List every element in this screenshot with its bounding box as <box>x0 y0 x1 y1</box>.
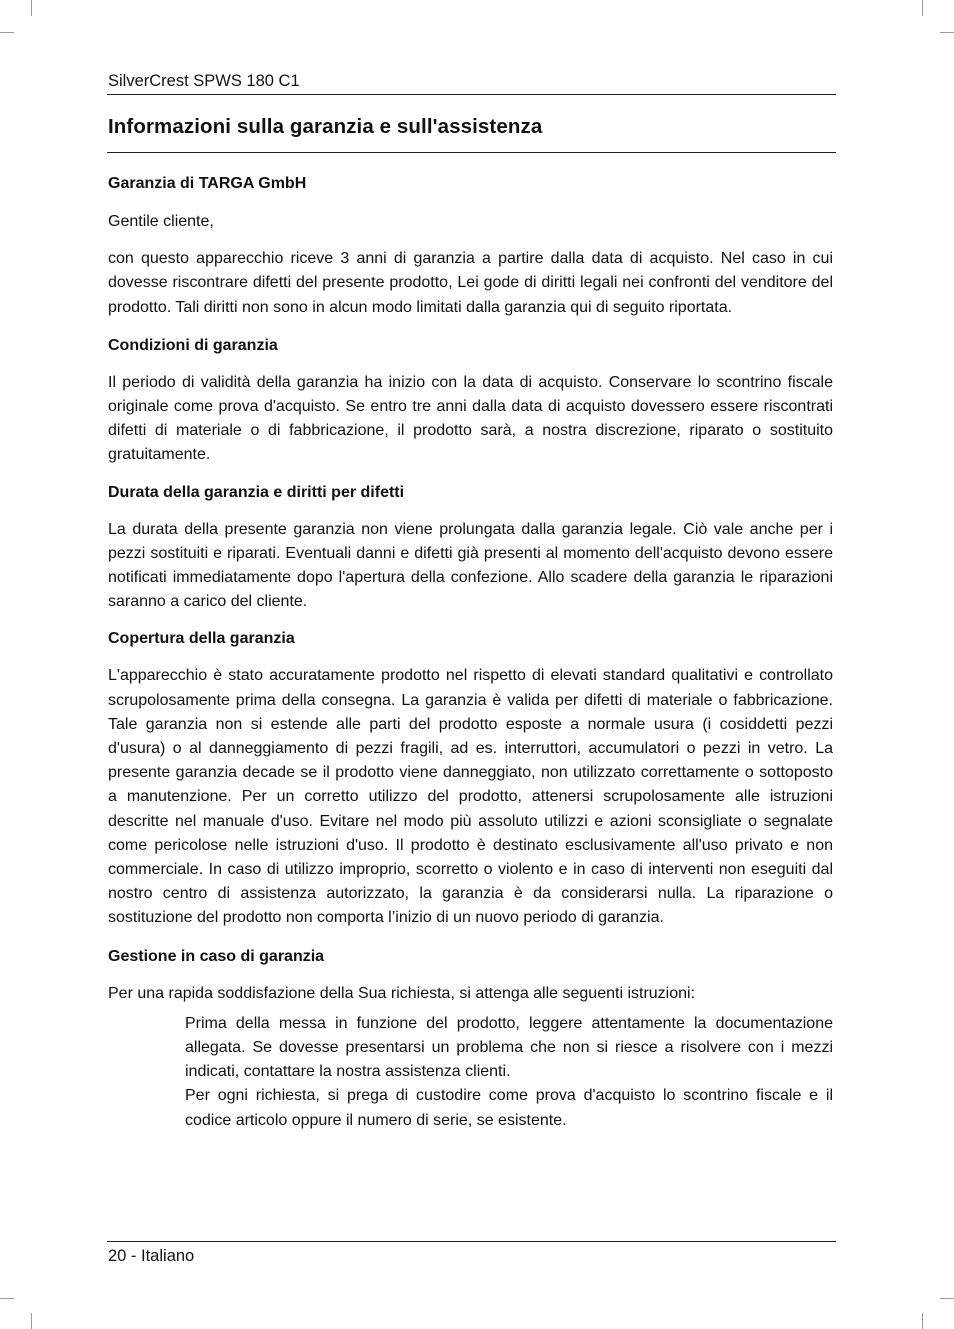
crop-mark <box>0 32 14 33</box>
crop-mark <box>940 1298 954 1299</box>
header-rule <box>107 94 836 95</box>
paragraph: L'apparecchio è stato accuratamente prodotto nel rispetto di elevati standard qualitativi e controllato scrupolosamente prima della consegna. La garanzia è valida per difetti di materiale o fabbricazione. Tale garanzia non si estende alle parti del prodotto esposte a normale usura (i cosiddetti pezzi d'usura) o al danneggiamento di pezzi fragili, ad es. interruttori, accumulatori o pezzi in vetro. La presente garanzia decade se il prodotto viene danneggiato, non utilizzato correttamente o sottoposto a manutenzione. Per un corretto utilizzo del prodotto, attenersi scrupolosamente alle istruzioni descritte nel manuale d'uso. Evitare nel modo più assoluto utilizzi e azioni sconsigliate o segnalate come pericolose nelle istruzioni d'uso. Il prodotto è destinato esclusivamente all'uso privato e non commerciale. In caso di utilizzo improprio, scorretto o violento e in caso di interventi non eseguiti dal nostro centro di assistenza autorizzato, la garanzia è da considerarsi nulla. La riparazione o sostituzione del prodotto non comporta l’inizio di un nuovo periodo di garanzia. <box>108 667 833 927</box>
page-title: Informazioni sulla garanzia e sull'assistenza <box>108 115 543 138</box>
section-heading: Durata della garanzia e diritti per difetti <box>108 483 405 501</box>
paragraph: La durata della presente garanzia non viene prolungata dalla garanzia legale. Ciò vale anche per i pezzi sostituiti e riparati. Eventuali danni e difetti già presenti al momento dell'acquisto devono essere notificati immediatamente dopo l'apertura della confezione. Allo scadere della garanzia le riparazioni saranno a carico del cliente. <box>108 520 833 611</box>
crop-mark <box>940 32 954 33</box>
instruction-item: Prima della messa in funzione del prodotto, leggere attentamente la documentazione allegata. Se dovesse presentarsi un problema che non si riesce a risolvere con i mezzi indicati, contattare la nostra assistenza clienti. <box>185 1014 833 1081</box>
paragraph: con questo apparecchio riceve 3 anni di garanzia a partire dalla data di acquisto. Nel caso in cui dovesse riscontrare difetti del presente prodotto, Lei gode di diritti legali nei confronti del venditore del prodotto. Tali diritti non sono in alcun modo limitati dalla garanzia qui di seguito riportata. <box>108 250 833 316</box>
section-heading: Condizioni di garanzia <box>108 336 278 354</box>
section-heading: Copertura della garanzia <box>108 630 295 648</box>
footer-rule <box>107 1241 836 1242</box>
crop-mark <box>922 0 923 16</box>
page-footer: 20 - Italiano <box>108 1247 195 1265</box>
crop-mark <box>922 1313 923 1329</box>
crop-mark <box>31 0 32 16</box>
section-heading: Garanzia di TARGA GmbH <box>108 175 307 192</box>
paragraph: Per una rapida soddisfazione della Sua richiesta, si attenga alle seguenti istruzioni: <box>108 984 696 1002</box>
title-rule <box>107 152 836 153</box>
crop-mark <box>31 1313 32 1329</box>
document-body <box>108 172 833 1133</box>
crop-mark <box>0 1298 14 1299</box>
paragraph: Gentile cliente, <box>108 213 214 230</box>
section-heading: Gestione in caso di garanzia <box>108 947 325 965</box>
instruction-item: Per ogni richiesta, si prega di custodire come prova d'acquisto lo scontrino fiscale e il codice articolo oppure il numero di serie, se esistente. <box>185 1087 833 1129</box>
paragraph: Il periodo di validità della garanzia ha inizio con la data di acquisto. Conservare lo scontrino fiscale originale come prova d'acquisto. Se entro tre anni dalla data di acquisto dovessero essere riscontrati difetti di materiale o di fabbricazione, il prodotto sarà, a nostra discrezione, riparato o sostituito gratuitamente. <box>108 373 833 464</box>
running-header: SilverCrest SPWS 180 C1 <box>108 72 300 90</box>
